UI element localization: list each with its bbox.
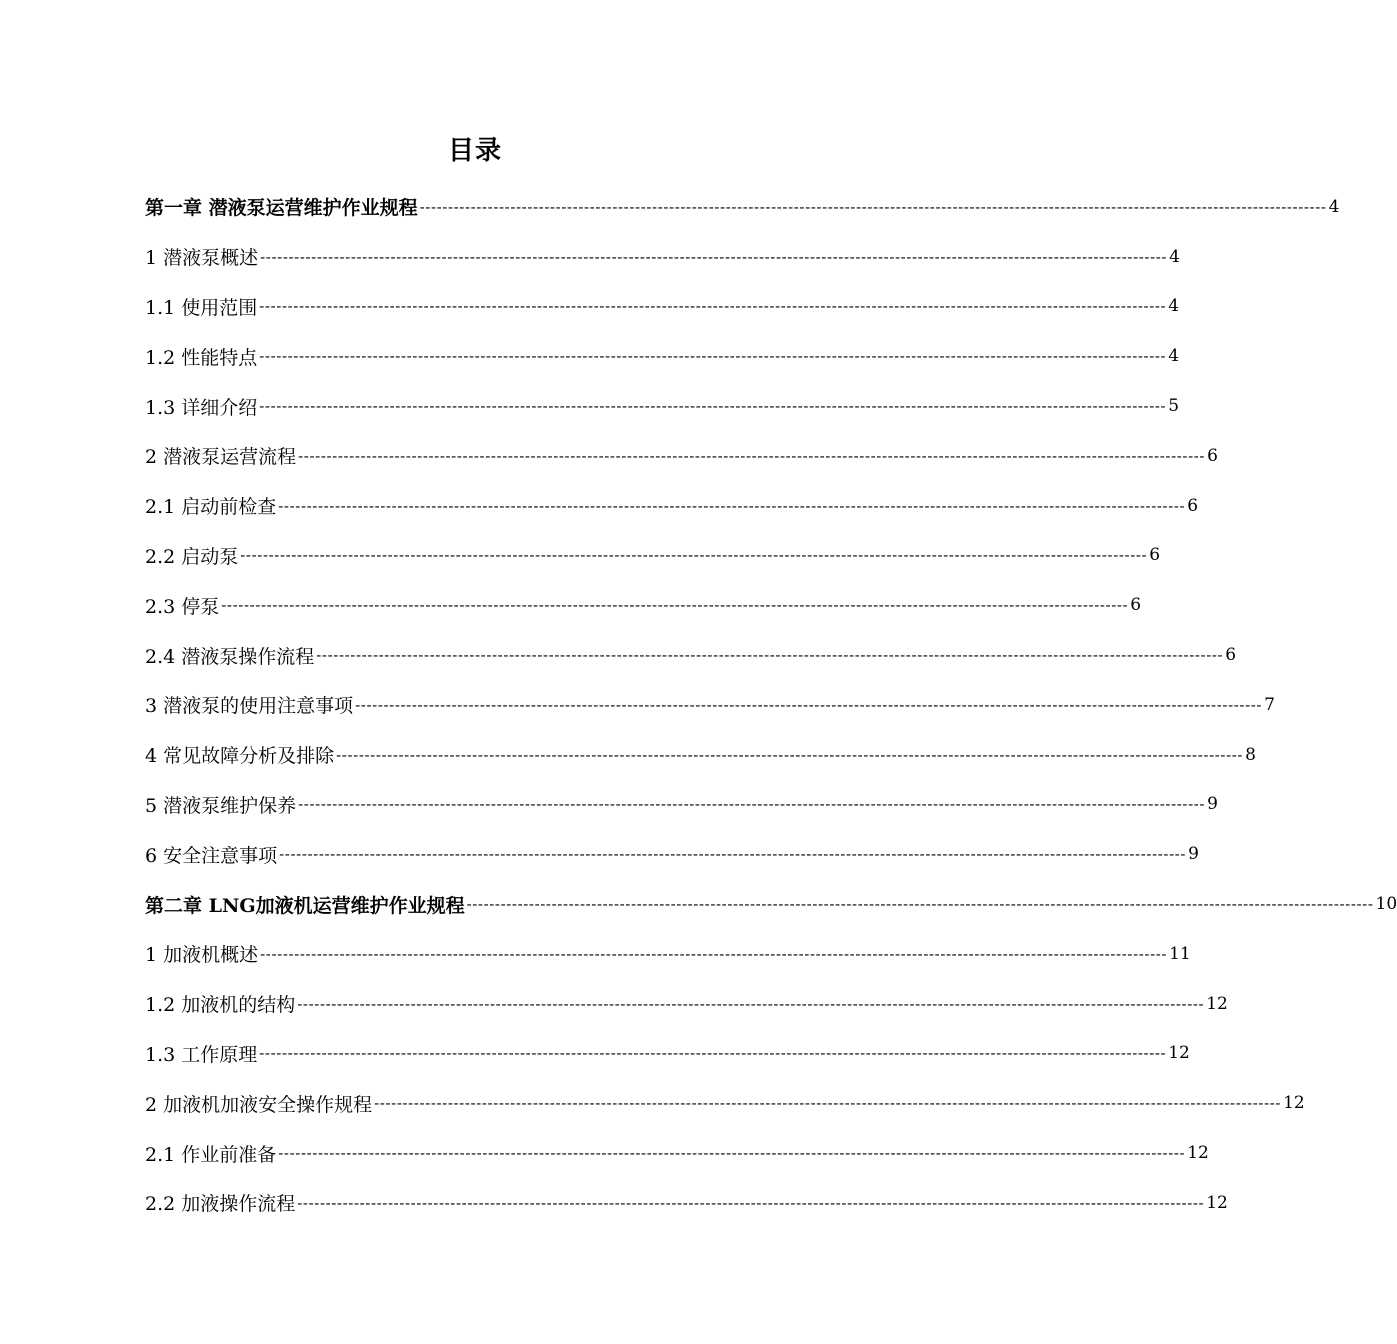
toc-page-number: 12 <box>1168 1043 1190 1064</box>
toc-entry-title: 1 潜液泵概述 <box>145 247 259 270</box>
toc-leader-dashes: ---------------------------------------------------------------------------------------------------------------------------------------------------------------- <box>260 247 1168 266</box>
toc-section-entry[interactable] <box>145 431 1218 481</box>
toc-entry-title: 2.1 作业前准备 <box>145 1143 277 1166</box>
toc-section-entry[interactable] <box>145 1128 1209 1178</box>
toc-section-entry[interactable] <box>145 481 1199 531</box>
toc-entry-title: 第二章 LNG加液机运营维护作业规程 <box>145 894 465 917</box>
toc-leader-dashes: ---------------------------------------------------------------------------------------------------------------------------------------------------------------- <box>298 795 1206 814</box>
toc-entry-title: 2 加液机加液安全操作规程 <box>145 1093 373 1116</box>
toc-page-number: 10 <box>1375 894 1397 915</box>
toc-leader-dashes: ---------------------------------------------------------------------------------------------------------------------------------------------------------------- <box>374 1094 1282 1113</box>
toc-page-number: 6 <box>1149 545 1161 566</box>
toc-chapter-entry[interactable] <box>145 182 1340 232</box>
toc-page-number: 4 <box>1168 296 1180 317</box>
toc-entry-title: 1.3 详细介绍 <box>145 396 258 419</box>
toc-section-entry[interactable] <box>145 331 1180 381</box>
toc-entry-title: 1 加液机概述 <box>145 944 259 967</box>
toc-section-entry[interactable] <box>145 979 1228 1029</box>
toc-section-entry[interactable] <box>145 730 1256 780</box>
toc-entry-title: 2.2 加液操作流程 <box>145 1193 296 1216</box>
toc-entry-title: 1.2 加液机的结构 <box>145 994 296 1017</box>
toc-section-entry[interactable] <box>145 1029 1190 1079</box>
toc-page-number: 4 <box>1169 246 1180 267</box>
toc-entry-title: 4 常见故障分析及排除 <box>145 745 335 768</box>
toc-section-entry[interactable] <box>145 531 1161 581</box>
toc-leader-dashes: ---------------------------------------------------------------------------------------------------------------------------------------------------------------- <box>419 197 1327 216</box>
toc-section-entry[interactable] <box>145 282 1180 332</box>
toc-leader-dashes: ---------------------------------------------------------------------------------------------------------------------------------------------------------------- <box>298 446 1206 465</box>
toc-page-number: 11 <box>1169 943 1191 964</box>
toc-leader-dashes: ---------------------------------------------------------------------------------------------------------------------------------------------------------------- <box>297 1193 1205 1212</box>
toc-entry-title: 6 安全注意事项 <box>145 844 278 867</box>
toc-page-number: 12 <box>1187 1143 1209 1164</box>
toc-page-number: 6 <box>1130 595 1142 616</box>
toc-chapter-entry[interactable] <box>145 879 1397 929</box>
toc-entry-title: 1.2 性能特点 <box>145 346 258 369</box>
toc-entry-title: 1.3 工作原理 <box>145 1043 258 1066</box>
toc-page-number: 12 <box>1283 1093 1305 1114</box>
toc-entry-title: 2.4 潜液泵操作流程 <box>145 645 315 668</box>
toc-page-number: 4 <box>1328 196 1340 217</box>
toc-entry-title: 2 潜液泵运营流程 <box>145 446 297 469</box>
toc-section-entry[interactable] <box>145 232 1180 282</box>
toc-page-number: 4 <box>1168 346 1180 367</box>
toc-section-entry[interactable] <box>145 1078 1305 1128</box>
toc-page-number: 9 <box>1188 844 1199 865</box>
toc-leader-dashes: ---------------------------------------------------------------------------------------------------------------------------------------------------------------- <box>221 596 1129 615</box>
toc-entry-title: 2.1 启动前检查 <box>145 496 277 519</box>
toc-list <box>145 182 1397 1228</box>
toc-leader-dashes: ---------------------------------------------------------------------------------------------------------------------------------------------------------------- <box>336 745 1244 764</box>
toc-entry-title: 1.1 使用范围 <box>145 296 258 319</box>
toc-page-number: 8 <box>1245 744 1256 765</box>
toc-entry-title: 第一章 潜液泵运营维护作业规程 <box>145 197 418 220</box>
toc-page-number: 6 <box>1207 445 1218 466</box>
toc-page-number: 5 <box>1168 396 1180 417</box>
toc-leader-dashes: ---------------------------------------------------------------------------------------------------------------------------------------------------------------- <box>259 347 1167 366</box>
toc-entry-title: 5 潜液泵维护保养 <box>145 794 297 817</box>
toc-section-entry[interactable] <box>145 1178 1228 1228</box>
toc-leader-dashes: ---------------------------------------------------------------------------------------------------------------------------------------------------------------- <box>297 994 1205 1013</box>
toc-entry-title: 2.3 停泵 <box>145 595 220 618</box>
toc-leader-dashes: ---------------------------------------------------------------------------------------------------------------------------------------------------------------- <box>240 546 1148 565</box>
toc-page-number: 7 <box>1264 694 1275 715</box>
toc-entry-title: 3 潜液泵的使用注意事项 <box>145 695 354 718</box>
toc-section-entry[interactable] <box>145 680 1275 730</box>
toc-page-number: 12 <box>1206 1192 1228 1213</box>
toc-entry-title: 2.2 启动泵 <box>145 545 239 568</box>
toc-section-entry[interactable] <box>145 630 1237 680</box>
toc-title: 目录 <box>447 136 502 166</box>
toc-page-number: 9 <box>1207 794 1218 815</box>
toc-section-entry[interactable] <box>145 780 1218 830</box>
toc-leader-dashes: ---------------------------------------------------------------------------------------------------------------------------------------------------------------- <box>259 1044 1167 1063</box>
toc-leader-dashes: ---------------------------------------------------------------------------------------------------------------------------------------------------------------- <box>259 297 1167 316</box>
toc-section-entry[interactable] <box>145 381 1180 431</box>
toc-leader-dashes: ---------------------------------------------------------------------------------------------------------------------------------------------------------------- <box>278 496 1186 515</box>
toc-section-entry[interactable] <box>145 829 1199 879</box>
toc-section-entry[interactable] <box>145 929 1191 979</box>
toc-section-entry[interactable] <box>145 580 1142 630</box>
toc-leader-dashes: ---------------------------------------------------------------------------------------------------------------------------------------------------------------- <box>278 1144 1186 1163</box>
toc-leader-dashes: ---------------------------------------------------------------------------------------------------------------------------------------------------------------- <box>260 944 1168 963</box>
toc-leader-dashes: ---------------------------------------------------------------------------------------------------------------------------------------------------------------- <box>466 895 1374 914</box>
toc-page-number: 6 <box>1187 495 1199 516</box>
toc-page-number: 12 <box>1206 993 1228 1014</box>
toc-leader-dashes: ---------------------------------------------------------------------------------------------------------------------------------------------------------------- <box>316 646 1224 665</box>
toc-leader-dashes: ---------------------------------------------------------------------------------------------------------------------------------------------------------------- <box>259 397 1167 416</box>
toc-leader-dashes: ---------------------------------------------------------------------------------------------------------------------------------------------------------------- <box>355 695 1263 714</box>
toc-page-number: 6 <box>1225 645 1237 666</box>
toc-leader-dashes: ---------------------------------------------------------------------------------------------------------------------------------------------------------------- <box>279 845 1187 864</box>
